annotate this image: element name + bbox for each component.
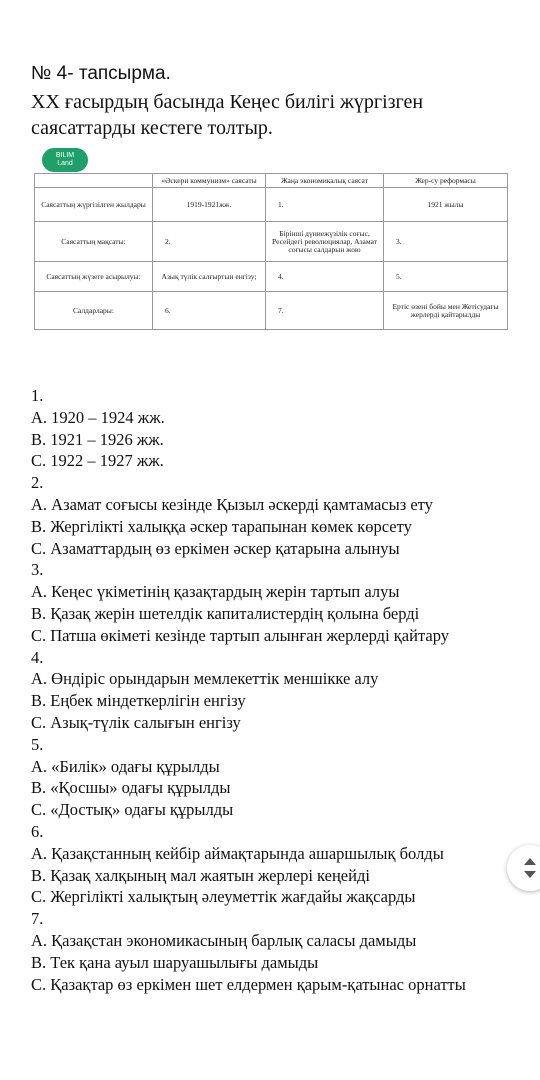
- table-header-cell: Жаңа экономикалық саясат: [266, 174, 384, 188]
- answer-option: C. Қазақтар өз еркімен шет елдермен қарым-қатынас орнатты: [31, 974, 466, 994]
- table-header-row: [35, 174, 508, 188]
- table-cell: Бірінші дүниежүзілік соғыс, Ресейдегі революциялар, Азамат соғысы салдарын жою: [266, 222, 384, 262]
- policy-table: [34, 173, 508, 330]
- question-number: 1.: [31, 386, 44, 405]
- question-number: 5.: [31, 734, 44, 754]
- logo-line-1: BILIM: [55, 152, 75, 159]
- question-1: [31, 385, 521, 472]
- answer-option: A. Азамат соғысы кезінде Қызыл әскерді қамтамасыз ету: [31, 494, 433, 514]
- question-6: [31, 821, 521, 908]
- answer-option: A. «Билік» одағы құрылды: [31, 756, 220, 776]
- question-5: [31, 734, 521, 821]
- question-4: [31, 647, 521, 734]
- question-2: [31, 472, 521, 559]
- answer-option: C. Жергілікті халықтың әлеуметтік жағдайы жақсарды: [31, 887, 416, 907]
- answer-option: A. Қазақстан экономикасының барлық саласы дамыды: [31, 930, 417, 950]
- table-cell: 4.: [266, 262, 384, 292]
- answer-option: A. Қазақстанның кейбір аймақтарында ашаршылық болды: [31, 843, 444, 863]
- question-number: 2.: [31, 473, 44, 493]
- answer-option: C. Азаматтардың өз еркімен әскер қатарына алынуы: [31, 538, 400, 558]
- question-number: 6.: [31, 821, 44, 841]
- task-text: ХХ ғасырдың басында Кеңес билігі жүргізген саясаттарды кестеге толтыр.: [31, 91, 424, 139]
- answer-option: A. Өндіріс орындарын мемлекеттік меншікке алу: [31, 669, 379, 689]
- table-cell: 7.: [266, 292, 384, 330]
- table-row: [35, 222, 508, 262]
- questions-list: [31, 385, 521, 995]
- table-row: [35, 188, 508, 222]
- logo-line-2: Land: [57, 160, 73, 167]
- table-cell: 1.: [266, 188, 384, 222]
- question-number: 7.: [31, 909, 44, 929]
- chevron-down-icon: [524, 871, 536, 878]
- answer-option: C. 1922 – 1927 жж.: [31, 451, 164, 471]
- table-cell: Саясаттың жүргізілген жылдары: [35, 188, 153, 222]
- chevron-up-icon: [524, 858, 536, 865]
- question-number: 4.: [31, 647, 44, 667]
- answer-option: B. Қазақ халқының мал жаятын жерлері кеңейді: [31, 865, 370, 885]
- question-3: [31, 559, 521, 646]
- answer-option: B. Тек қана ауыл шаруашылығы дамыды: [31, 952, 319, 972]
- table-cell: Ертіс өзені бойы мен Жетісудағы жерлерді қайтарылды: [384, 292, 508, 330]
- question-7: [31, 908, 521, 995]
- table-cell: Саясаттың мақсаты:: [35, 222, 153, 262]
- table-cell: 5.: [384, 262, 508, 292]
- table-row: [35, 292, 508, 330]
- answer-option: A. 1920 – 1924 жж.: [31, 407, 165, 427]
- table-cell: 3.: [384, 222, 508, 262]
- answer-option: B. «Қосшы» одағы құрылды: [31, 778, 231, 798]
- table-cell: 1921 жылы: [384, 188, 508, 222]
- answer-option: C. Патша өкіметі кезінде тартып алынған жерлерді қайтару: [31, 625, 449, 645]
- table-header-cell: [35, 174, 153, 188]
- table-cell: Салдарлары:: [35, 292, 153, 330]
- answer-option: B. Жергілікті халыққа әскер тарапынан көмек көрсету: [31, 516, 412, 536]
- answer-option: B. Қазақ жерін шетелдік капиталистердің қолына берді: [31, 603, 420, 623]
- bilimland-logo: [42, 148, 88, 172]
- task-title: № 4- тапсырма.: [31, 63, 171, 84]
- table-header-cell: Жер-су реформасы: [384, 174, 508, 188]
- table-row: [35, 262, 508, 292]
- table-cell: Азық түлік салғыртын енгізу;: [153, 262, 266, 292]
- answer-option: B. Еңбек міндеткерлігін енгізу: [31, 691, 246, 711]
- answer-option: C. «Достық» одағы құрылды: [31, 800, 234, 820]
- table-header-cell: «Әскери коммунизм» саясаты: [153, 174, 266, 188]
- question-number: 3.: [31, 560, 44, 580]
- answer-option: C. Азық-түлік салығын енгізу: [31, 712, 241, 732]
- table-cell: Саясаттың жүзеге асырылуы:: [35, 262, 153, 292]
- answer-option: B. 1921 – 1926 жж.: [31, 429, 164, 449]
- table-cell: 6.: [153, 292, 266, 330]
- table-cell: 2.: [153, 222, 266, 262]
- answer-option: A. Кеңес үкіметінің қазақтардың жерін тартып алуы: [31, 582, 400, 602]
- table-cell: 1919-1921жж.: [153, 188, 266, 222]
